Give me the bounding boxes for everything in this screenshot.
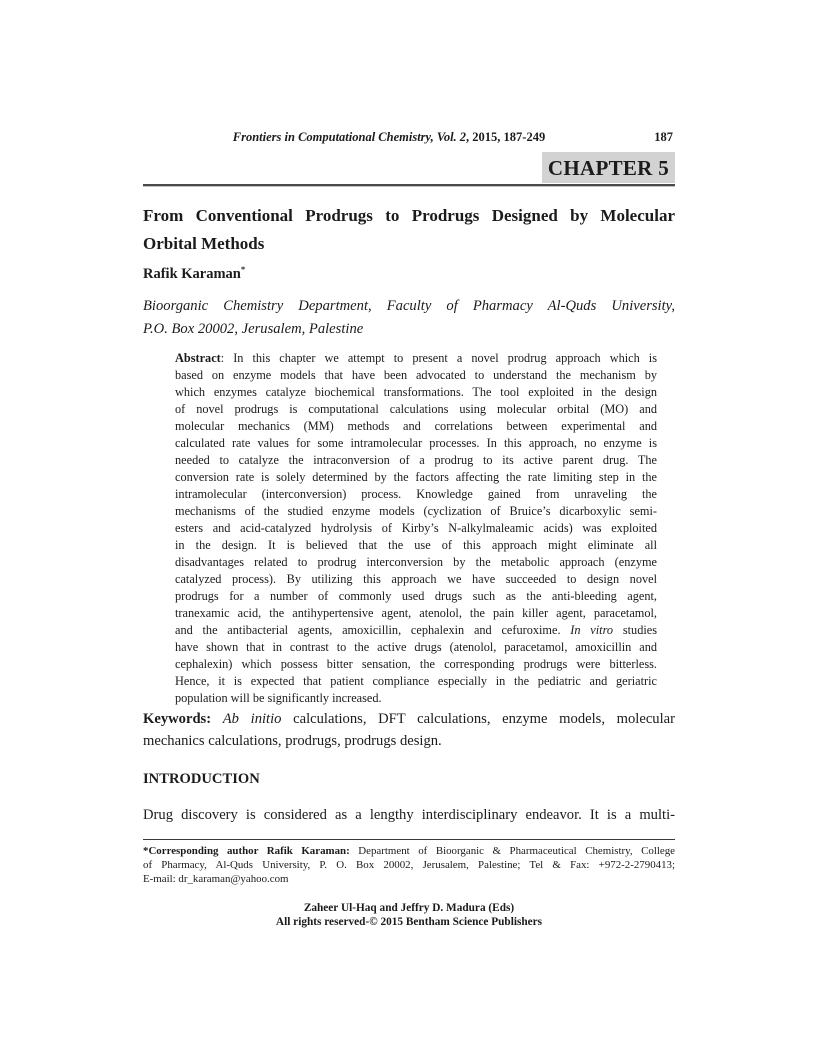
keywords-line: Keywords: Ab initio calculations, DFT calculations, enzyme models, molecular mechanics calculations, prodrugs, prodrugs design.: [143, 711, 675, 750]
author-name: Rafik Karaman*: [143, 264, 246, 282]
corresponding-author-footnote: *Corresponding author Rafik Karaman: Department of Bioorganic & Pharmaceutical Chemistry, College of Pharmacy, Al-Quds University, P. O. Box 20002, Jerusalem, Palestine; Tel & Fax: +972-2-2790413; E-mail: dr_karaman@yahoo.com: [143, 839, 675, 887]
author-affiliation: Bioorganic Chemistry Department, Faculty of Pharmacy Al-Quds University, P.O. Box 20002, Jerusalem, Palestine: [143, 298, 675, 337]
chapter-title: From Conventional Prodrugs to Prodrugs Designed by Molecular Orbital Methods: [143, 206, 675, 253]
abstract-text: Abstract: In this chapter we attempt to present a novel prodrug approach which is based on enzyme models that have been advocated to understand the mechanism by which enzymes catalyze biochemical transformations. The tool exploited in the design of novel prodrugs is computational calculations using molecular orbital (MO) and molecular mechanics (MM) methods and correlations between experimental and calculated rate values for some intramolecular processes. In this approach, no enzyme is needed to catalyze the intraconversion of a prodrug to its active parent drug. The conversion rate is solely determined by the factors affecting the rate limiting step in the intramolecular (interconversion) process. Knowledge gained from unraveling the mechanisms of the studied enzyme models (cyclization of Bruice’s dicarboxylic semi- esters and acid-catalyzed hydrolysis of Kirby’s N-alkylmaleamic acids) was exploited in the design. It is believed that the use of this approach might eliminate all disadvantages related to prodrug interconversion by the metabolic approach (enzyme catalyzed process). By utilizing this approach we have succeeded to design novel prodrugs for a number of commonly used drugs such as the anti-bleeding agent, tranexamic acid, the antihypertensive agent, atenolol, the pain killer agent, paracetamol, and the antibacterial agents, amoxicillin, cephalexin and cefuroxime. In vitro studies have shown that in contrast to the active drugs (atenolol, paracetamol, amoxicillin and cephalexin) which possess bitter sensation, the corresponding prodrugs were bitterless. Hence, it is expected that patient compliance especially in the pediatric and geriatric population will be significantly increased.: [175, 351, 657, 705]
page-number: 187: [654, 130, 673, 144]
chapter-badge: CHAPTER 5: [542, 152, 675, 183]
chapter-banner: [143, 152, 675, 183]
running-header: [143, 130, 675, 148]
introduction-heading: INTRODUCTION: [143, 771, 260, 787]
journal-citation: Frontiers in Computational Chemistry, Vol. 2, 2015, 187-249: [232, 130, 546, 144]
editors-copyright-footer: Zaheer Ul-Haq and Jeffry D. Madura (Eds) All rights reserved-© 2015 Bentham Science Publishers: [275, 902, 543, 928]
header-rule: [143, 184, 675, 187]
introduction-paragraph: Drug discovery is considered as a lengthy interdisciplinary endeavor. It is a multi-: [143, 807, 675, 823]
